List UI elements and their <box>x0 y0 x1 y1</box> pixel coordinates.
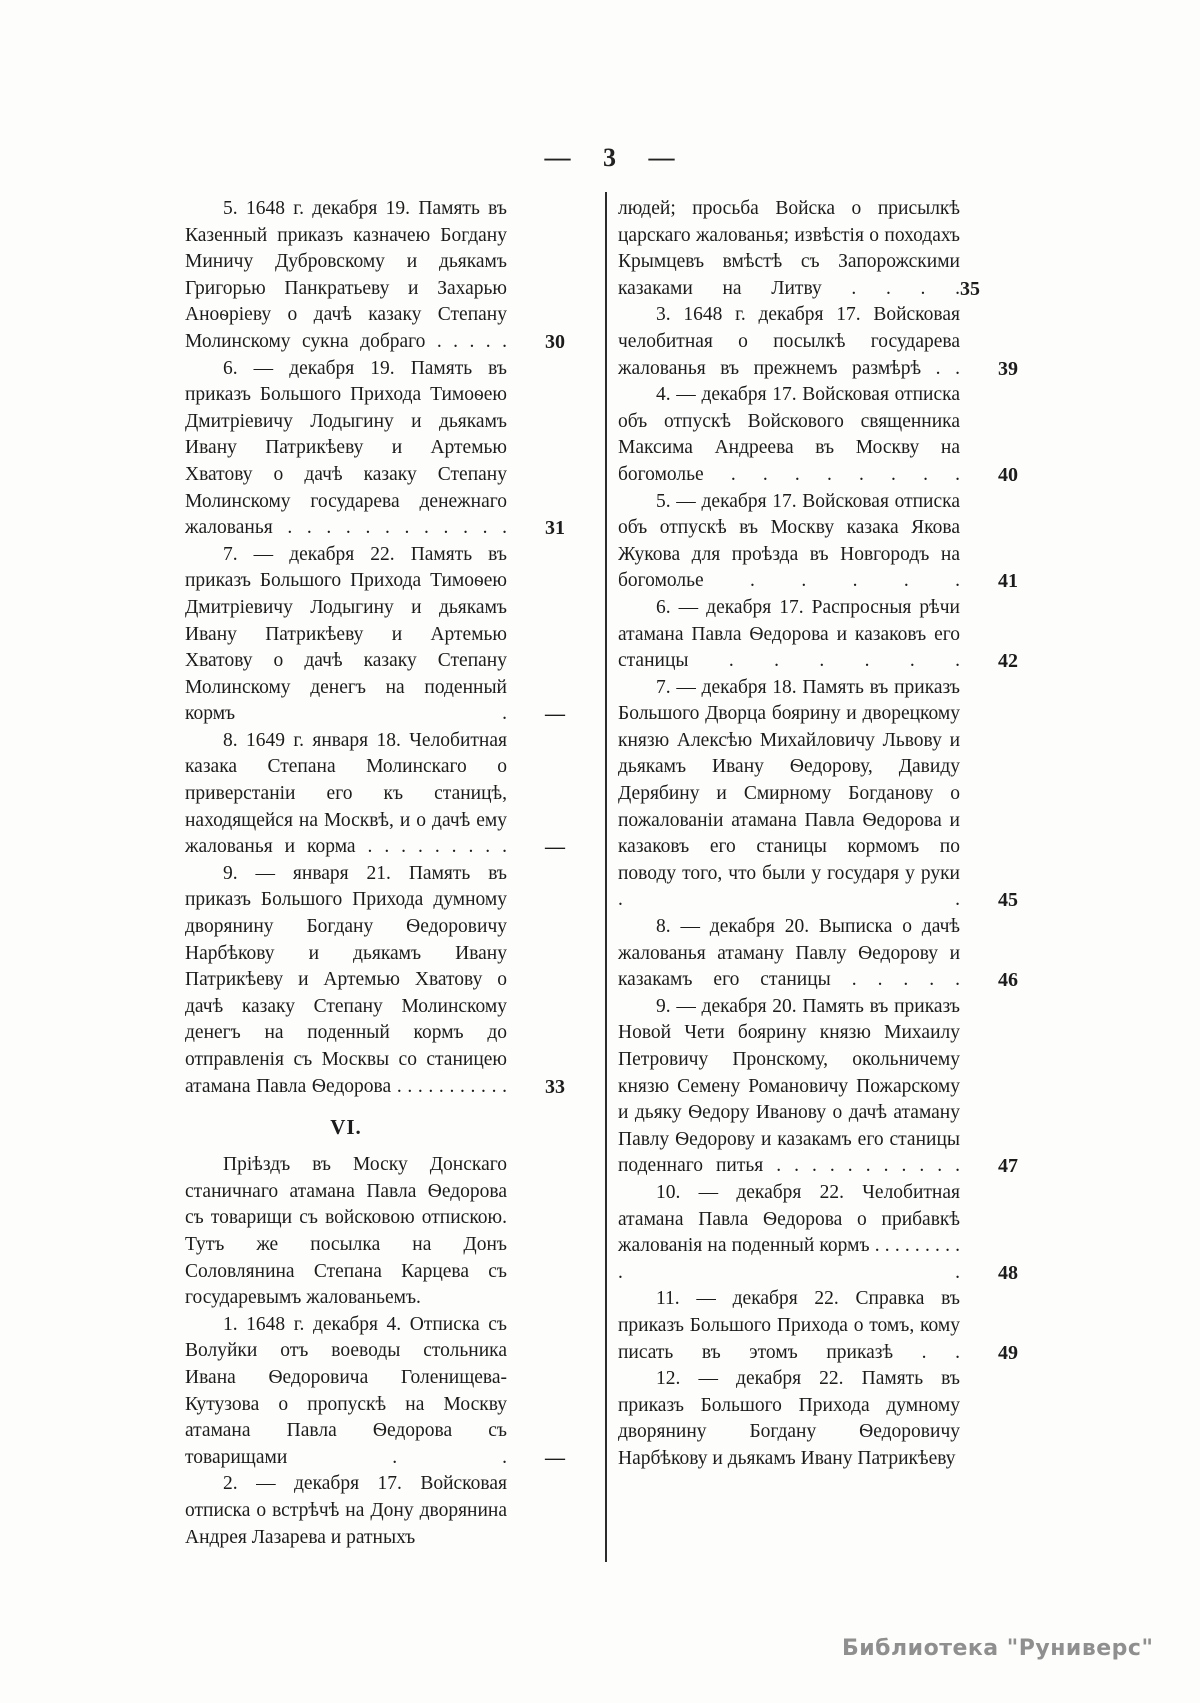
toc-entry <box>618 675 1018 914</box>
page-number-header: — 3 — <box>544 143 676 172</box>
page-ref: 40 <box>998 463 1018 486</box>
page-ref: 46 <box>998 969 1018 992</box>
toc-entry <box>618 1366 960 1472</box>
page-ref: 41 <box>998 570 1018 593</box>
toc-entry <box>185 1312 565 1472</box>
toc-entry <box>185 861 565 1100</box>
entry-text: 7. — декабря 22. Память въ приказъ Большого Прихода Тимоѳею Дмитріевичу Лодыгину и дьякамъ Ивану Патрикѣеву и Артемью Хватову о дачѣ казаку Степану Молинскому денегъ на поденный кормъ . <box>185 543 507 725</box>
toc-entry <box>185 196 565 356</box>
entry-text: 8. — декабря 20. Выписка о дачѣ жалованья атаману Павлу Ѳедорову и казакамъ его станицы . . . . . <box>618 916 960 991</box>
page-ref: 49 <box>998 1341 1018 1364</box>
toc-entry-continuation <box>618 196 980 302</box>
section-heading: VI. <box>330 1115 362 1140</box>
toc-entry <box>618 382 1018 488</box>
page-ref: 33 <box>545 1075 565 1098</box>
entry-text: 4. — декабря 17. Войсковая отписка объ отпускѣ Войскового священника Максима Андреева въ Москву на богомолье . . . . . . . . <box>618 384 960 485</box>
page-ref: 31 <box>545 517 565 540</box>
section-intro-text: Пріѣздъ въ Моску Донскаго станичнаго атамана Павла Ѳедорова съ товарищи съ войсковою отпискою. Тутъ же посылка на Донъ Соловлянина Степана Карцева съ государевымъ жалованьемъ. <box>185 1154 507 1309</box>
page-ref: 39 <box>998 357 1018 380</box>
page-ref: — <box>545 836 565 859</box>
column-divider <box>605 192 607 1562</box>
toc-entry <box>185 1471 507 1551</box>
toc-entry <box>618 1286 1018 1366</box>
entry-text: 8. 1649 г. января 18. Челобитная казака Степана Молинскаго о приверстаніи его къ станицѣ, находящейся на Москвѣ, и о дачѣ ему жалованья и корма . . . . . . . . . <box>185 729 507 858</box>
entry-text: людей; просьба Войска о присылкѣ царскаго жалованья; извѣстія о походахъ Крымцевъ вмѣстѣ съ Запорожскими казаками на Литву . . . . <box>618 198 960 299</box>
page-ref: 30 <box>545 330 565 353</box>
entry-text: 9. — декабря 20. Память въ приказъ Новой Чети боярину князю Михаилу Петровичу Пронскому, окольничему князю Семену Романовичу Пожарскому и дьяку Ѳедору Иванову о дачѣ атаману Павлу Ѳедорову и казакамъ его станицы поденнаго питья . . . . . . . . . . . <box>618 995 960 1177</box>
toc-entry <box>185 542 565 728</box>
entry-text: 1. 1648 г. декабря 4. Отписка съ Волуйки отъ воеводы стольника Ивана Ѳедоровича Голенищева-Кутузова о пропускѣ на Москву атамана Павла Ѳедорова съ товарищами . . <box>185 1313 507 1468</box>
entry-text: 6. — декабря 19. Память въ приказъ Большого Прихода Тимоѳею Дмитріевичу Лодыгину и дьякамъ Ивану Патрикѣеву и Артемью Хватову о дачѣ казаку Степану Молинскому государева денежнаго жалованья . . . . . . . . . . . . <box>185 357 507 539</box>
toc-entry <box>618 1180 1018 1286</box>
entry-text: 11. — декабря 22. Справка въ приказъ Большого Прихода о томъ, кому писать въ этомъ приказѣ . . <box>618 1288 960 1363</box>
right-column <box>618 196 1018 1473</box>
entry-text: 9. — января 21. Память въ приказъ Большого Прихода думному дворянину Богдану Ѳедоровичу Нарбѣкову и дьякамъ Ивану Патрикѣеву и Артемью Хватову о дачѣ казаку Степану Молинскому денегъ на поденный кормъ до отправленія съ Москвы со станицею атамана Павла Ѳедорова . . . . . . . . . . . <box>185 862 507 1097</box>
entry-text: 6. — декабря 17. Распросныя рѣчи атамана Павла Ѳедорова и казаковъ его станицы . . . . . . <box>618 596 960 672</box>
page-ref: — <box>545 703 565 726</box>
toc-entry <box>618 914 1018 994</box>
entry-text: 2. — декабря 17. Войсковая отписка о встрѣчѣ на Дону дворянина Андрея Лазарева и ратныхъ <box>185 1473 507 1548</box>
page-ref: 42 <box>998 650 1018 673</box>
entry-text: 10. — декабря 22. Челобитная атамана Павла Ѳедорова о прибавкѣ жалованія на поденный кормъ . . . . . . . . . . . <box>618 1181 960 1283</box>
entry-text: 7. — декабря 18. Память въ приказъ Большого Дворца боярину и дворецкому князю Алексѣю Михайловичу Львову и дьякамъ Ивану Ѳедорову, Давиду Дерябину и Смирному Богданову о пожалованіи атамана Павла Ѳедорова и казаковъ его станицы кормомъ по поводу того, что были у государя у руки . . <box>618 676 960 911</box>
entry-text: 5. 1648 г. декабря 19. Память въ Казенный приказъ казначею Богдану Миничу Дубровскому и дьякамъ Григорью Панкратьеву и Захарью Аноѳріеву о дачѣ казаку Степану Молинскому сукна добраго . . . . . <box>185 198 507 352</box>
page-ref: 35 <box>960 277 980 300</box>
left-column <box>185 196 565 1551</box>
toc-entry <box>185 728 565 861</box>
toc-entry <box>618 994 1018 1180</box>
entry-text: 12. — декабря 22. Память въ приказъ Большого Прихода думному дворянину Богдану Ѳедоровичу Нарбѣкову и дьякамъ Ивану Патрикѣеву <box>618 1368 960 1469</box>
page-ref: 48 <box>998 1261 1018 1284</box>
entry-text: 5. — декабря 17. Войсковая отписка объ отпускѣ въ Москву казака Якова Жукова для проѣзда въ Новгородъ на богомолье . . . . . <box>618 490 960 592</box>
toc-entry <box>185 356 565 542</box>
page-ref: 45 <box>998 889 1018 912</box>
page-ref: 47 <box>998 1155 1018 1178</box>
toc-entry <box>618 489 1018 595</box>
section-intro <box>185 1152 507 1312</box>
toc-entry <box>618 302 1018 382</box>
watermark: Библиотека "Руниверс" <box>842 1636 1154 1661</box>
entry-text: 3. 1648 г. декабря 17. Войсковая челобитная о посылкѣ государева жалованья въ прежнемъ размѣрѣ . . <box>618 304 960 379</box>
toc-entry <box>618 595 1018 675</box>
page-ref: — <box>545 1446 565 1469</box>
